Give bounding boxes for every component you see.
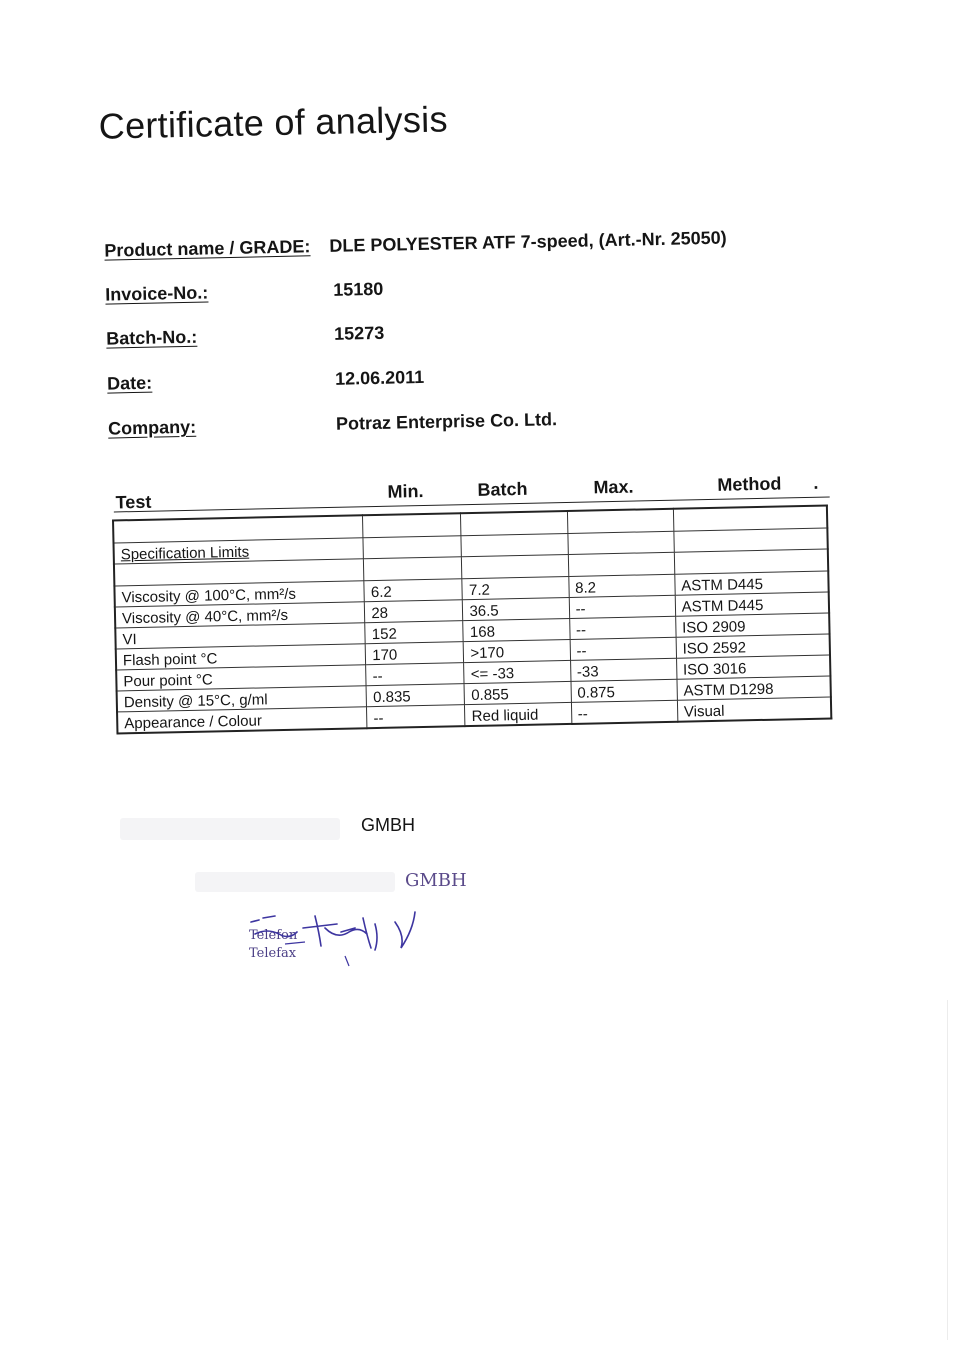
test-name: Viscosity @ 100°C, mm²/s bbox=[114, 581, 364, 607]
batch-value: <= -33 bbox=[464, 660, 571, 683]
test-name: VI bbox=[115, 623, 365, 649]
company-label: Company: bbox=[107, 416, 197, 439]
batch-value: 0.855 bbox=[464, 681, 571, 704]
date-label: Date: bbox=[106, 372, 153, 394]
max-value: -- bbox=[569, 616, 676, 639]
test-name: Pour point °C bbox=[116, 665, 366, 691]
max-value: -33 bbox=[570, 658, 677, 681]
method-value: ISO 2592 bbox=[676, 634, 830, 658]
batch-no-label: Batch-No.: bbox=[106, 326, 198, 349]
test-name: Appearance / Colour bbox=[117, 707, 367, 734]
max-value: -- bbox=[570, 637, 677, 660]
batch-no-value: 15273 bbox=[333, 322, 385, 344]
handwritten-signature bbox=[245, 888, 425, 968]
method-value: ASTM D1298 bbox=[677, 676, 831, 700]
signature-company-name: GMBH bbox=[361, 815, 415, 835]
method-value: ASTM D445 bbox=[675, 592, 829, 616]
invoice-no-value: 15180 bbox=[333, 278, 384, 300]
header-min: Min. bbox=[387, 480, 424, 502]
min-value: -- bbox=[367, 705, 466, 729]
method-value: ASTM D445 bbox=[675, 571, 829, 595]
batch-value: 168 bbox=[463, 618, 570, 641]
min-value: -- bbox=[366, 663, 465, 686]
min-value: 152 bbox=[365, 621, 464, 644]
min-value: 28 bbox=[365, 600, 464, 623]
stamp-telefax-label: Telefax bbox=[249, 946, 297, 961]
stamp-telefon-label: Telefon bbox=[249, 928, 298, 943]
scan-edge-line bbox=[947, 1000, 948, 1340]
min-value: 0.835 bbox=[366, 684, 465, 707]
batch-value: Red liquid bbox=[465, 702, 572, 726]
date-value: 12.06.2011 bbox=[334, 366, 425, 389]
method-value: Visual bbox=[677, 697, 831, 722]
redacted-company-name bbox=[120, 818, 340, 840]
method-value: ISO 2909 bbox=[675, 613, 829, 637]
method-value: ISO 3016 bbox=[676, 655, 830, 679]
batch-value: 7.2 bbox=[462, 576, 569, 599]
product-name-value: DLE POLYESTER ATF 7-speed, (Art.-Nr. 25050) bbox=[329, 227, 727, 256]
max-value: -- bbox=[571, 700, 678, 724]
test-name: Density @ 15°C, g/ml bbox=[117, 686, 367, 712]
header-max: Max. bbox=[593, 476, 634, 498]
min-value: 6.2 bbox=[364, 579, 463, 602]
document-title: Certificate of analysis bbox=[98, 98, 449, 147]
invoice-no-label: Invoice-No.: bbox=[105, 282, 209, 305]
specification-limits-title: Specification Limits bbox=[120, 543, 250, 564]
header-batch: Batch bbox=[477, 478, 528, 500]
header-method: Method bbox=[717, 473, 782, 495]
max-value: -- bbox=[569, 595, 676, 618]
specification-table bbox=[112, 505, 832, 735]
min-value: 170 bbox=[366, 642, 465, 665]
company-stamp bbox=[245, 868, 465, 968]
max-value: 0.875 bbox=[571, 679, 678, 702]
company-value: Potraz Enterprise Co. Ltd. bbox=[335, 409, 558, 434]
product-name-label: Product name / GRADE: bbox=[104, 236, 311, 261]
batch-value: 36.5 bbox=[463, 597, 570, 620]
header-dot: . bbox=[813, 472, 819, 493]
batch-value: >170 bbox=[464, 639, 571, 662]
test-name: Flash point °C bbox=[116, 644, 366, 670]
stamp-company-name: GMBH bbox=[405, 870, 467, 891]
test-name: Viscosity @ 40°C, mm²/s bbox=[115, 602, 365, 628]
header-test: Test bbox=[115, 491, 152, 513]
max-value: 8.2 bbox=[568, 574, 675, 597]
